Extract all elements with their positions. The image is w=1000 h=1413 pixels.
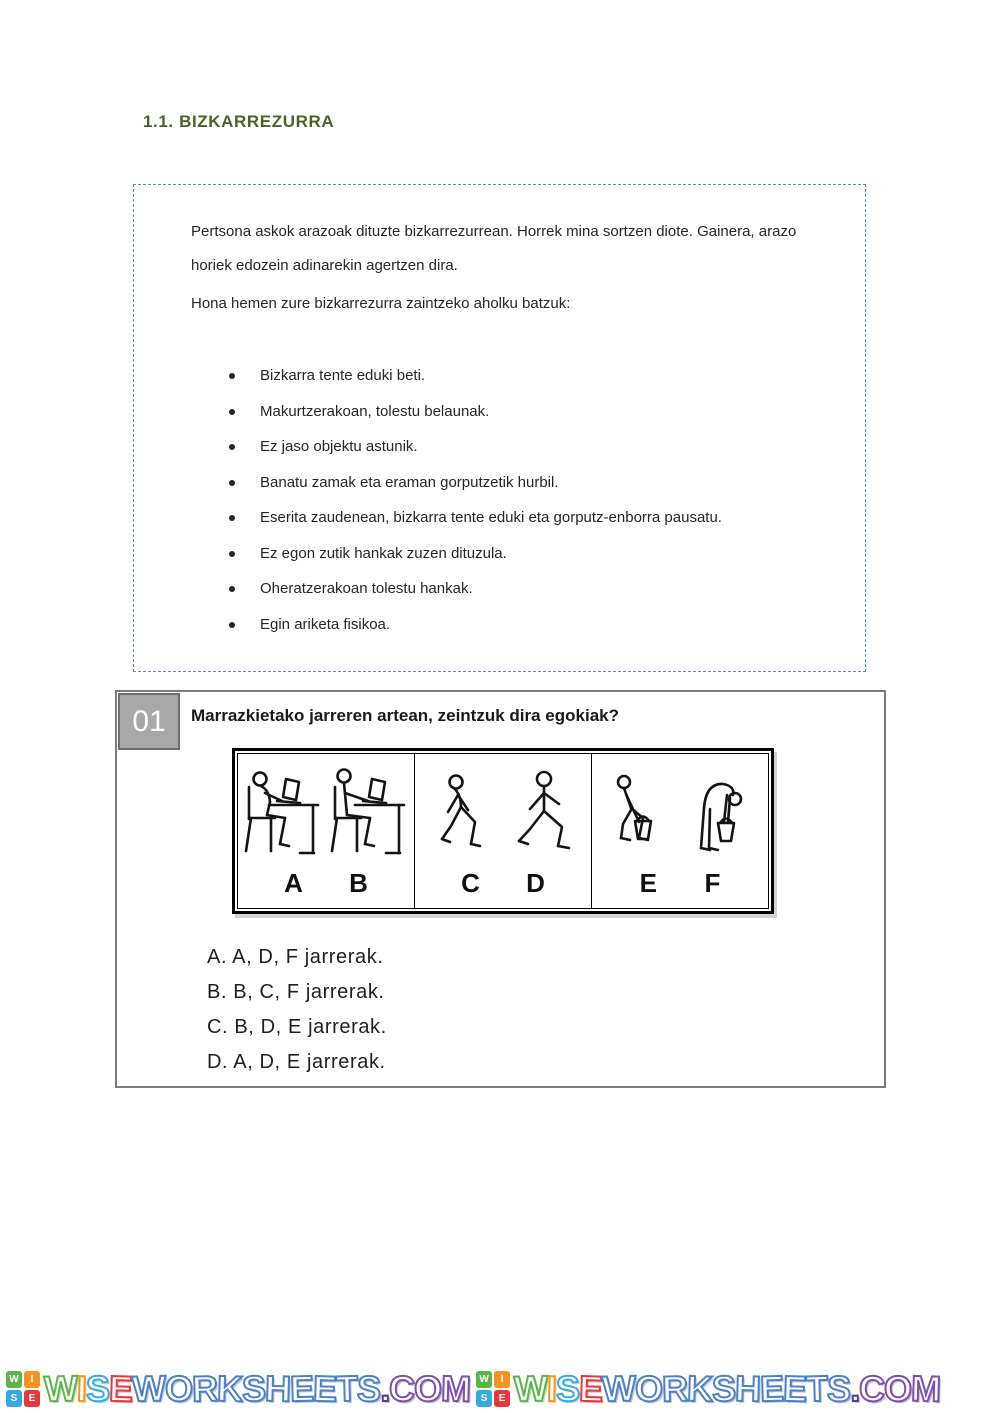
- answer-option-b[interactable]: B. B, C, F jarrerak.: [207, 981, 385, 1003]
- advice-item-text: Ez jaso objektu astunik.: [260, 438, 418, 455]
- brand-footer: [0, 1364, 1000, 1413]
- panel-walking-figures: [415, 754, 591, 866]
- question-box: [115, 690, 886, 1088]
- wise-grid-icon: W I S E: [476, 1371, 510, 1407]
- bullet-icon: [229, 551, 235, 557]
- figure-f-lifting-back-bent-icon: [683, 770, 761, 866]
- advice-list: [229, 367, 829, 651]
- advice-item-text: Makurtzerakoan, tolestu belaunak.: [260, 402, 490, 420]
- figure-e-lifting-knees-bent-icon: [599, 770, 677, 866]
- figure-label: C: [461, 868, 480, 898]
- posture-figures-frame: [237, 753, 769, 909]
- bullet-icon: [229, 409, 235, 415]
- bullet-icon: [229, 373, 235, 379]
- panel-sitting-labels: [238, 868, 414, 899]
- panel-lifting: [591, 754, 768, 908]
- bullet-icon: [229, 444, 235, 450]
- brand-logo: [476, 1365, 940, 1413]
- advice-item-text: Bizkarra tente eduki beti.: [260, 367, 426, 384]
- brand-logo-text: W I S E W O R K S H E E T S . C O M: [513, 1367, 941, 1409]
- advice-item: [229, 438, 829, 456]
- brand-logo-text: W I S E W O R K S H E E T S . C O M: [43, 1367, 471, 1409]
- intro-paragraph: Pertsona askok arazoak dituzte bizkarrezurrean. Horrek mina sortzen diote. Gainera, arazo horiek edozein adinarekin agertzen dira.: [191, 223, 797, 274]
- answer-option-a[interactable]: A. A, D, F jarrerak.: [207, 946, 384, 968]
- advice-item: [229, 474, 829, 492]
- panel-sitting: [238, 754, 414, 908]
- question-number-badge: 01: [118, 693, 180, 750]
- advice-item-text: Banatu zamak eta eraman gorputzetik hurbil.: [260, 473, 559, 491]
- bullet-icon: [229, 622, 235, 628]
- bullet-icon: [229, 586, 235, 592]
- question-text: Marrazkietako jarreren artean, zeintzuk dira egokiak?: [191, 706, 620, 725]
- advice-item-text: Oheratzerakoan tolestu hankak.: [260, 580, 473, 597]
- panel-sitting-figures: [238, 754, 414, 866]
- figure-label: E: [639, 868, 657, 898]
- figure-c-walking-slouched-icon: [420, 770, 500, 866]
- figure-b-sitting-upright-icon: [327, 766, 411, 866]
- answer-option-d[interactable]: D. A, D, E jarrerak.: [207, 1051, 386, 1073]
- advice-item: [229, 509, 829, 527]
- advice-item: [229, 545, 829, 563]
- figure-label: B: [349, 868, 368, 898]
- advice-item: [229, 367, 829, 385]
- bullet-icon: [229, 480, 235, 486]
- figure-d-walking-upright-icon: [506, 770, 586, 866]
- figure-a-sitting-slouched-icon: [241, 766, 325, 866]
- advice-item-text: Ez egon zutik hankak zuzen dituzula.: [260, 544, 507, 562]
- panel-walking-labels: [415, 868, 591, 899]
- wise-grid-icon: W I S E: [6, 1371, 40, 1407]
- advice-item-text: Eserita zaudenean, bizkarra tente eduki eta gorputz-enborra pausatu.: [260, 509, 722, 526]
- panel-walking: [414, 754, 591, 908]
- advice-item-text: Egin ariketa fisikoa.: [260, 615, 391, 633]
- panel-lifting-figures: [592, 754, 768, 866]
- bullet-icon: [229, 515, 235, 521]
- answer-option-c[interactable]: C. B, D, E jarrerak.: [207, 1016, 387, 1038]
- figure-label: D: [526, 868, 545, 898]
- figure-label: F: [704, 868, 721, 898]
- advice-intro-line: Hona hemen zure bizkarrezurra zaintzeko aholku batzuk:: [191, 295, 571, 312]
- panel-lifting-labels: [592, 868, 768, 899]
- page-title: 1.1. BIZKARREZURRA: [143, 112, 335, 131]
- posture-figures-image: [232, 748, 774, 914]
- brand-logo: [6, 1365, 470, 1413]
- advice-item: [229, 580, 829, 598]
- answer-options: [207, 947, 387, 1087]
- figure-label: A: [284, 868, 303, 898]
- advice-infobox: [133, 184, 866, 672]
- advice-item: [229, 403, 829, 421]
- advice-item: [229, 616, 829, 634]
